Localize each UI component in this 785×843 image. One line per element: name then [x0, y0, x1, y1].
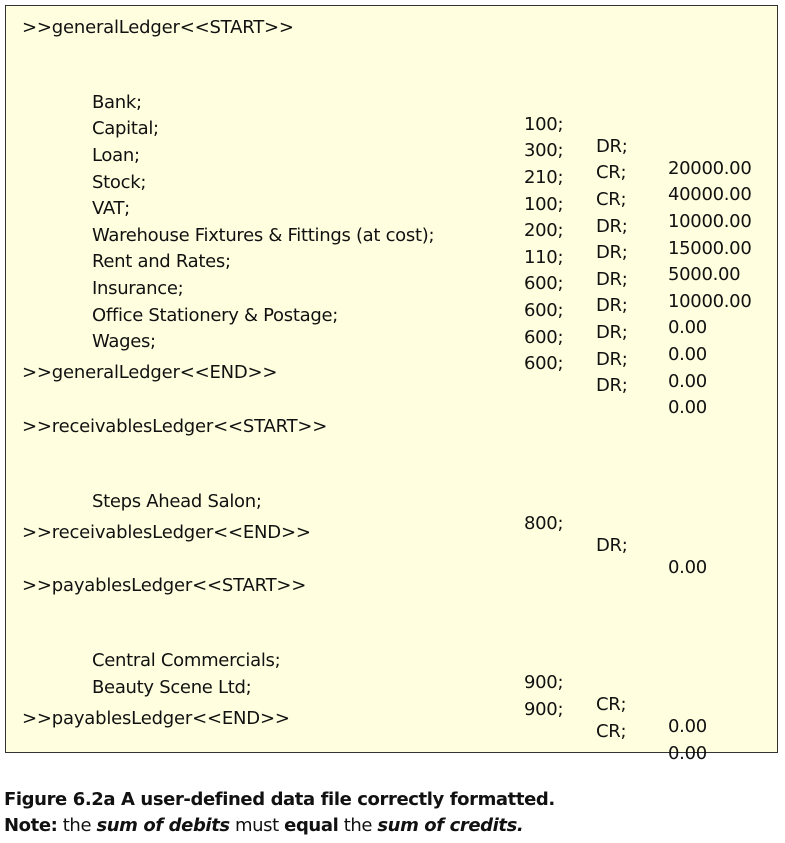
- entry-amount: 0.00: [668, 397, 707, 418]
- entry-code: 900;: [524, 699, 564, 720]
- entry-code: 600;: [524, 353, 564, 374]
- entry-code: 800;: [524, 513, 564, 534]
- entry-name: Rent and Rates;: [92, 251, 231, 272]
- entry-code: 210;: [524, 167, 564, 188]
- entry-amount: 10000.00: [668, 291, 752, 312]
- note-text: the: [57, 815, 97, 836]
- entry-side: DR;: [596, 295, 628, 316]
- entry-side: DR;: [596, 269, 628, 290]
- entry-name: Beauty Scene Ltd;: [92, 677, 252, 698]
- entry-name: Office Stationery & Postage;: [92, 305, 338, 326]
- entry-amount: 0.00: [668, 557, 707, 578]
- entry-amount: 0.00: [668, 317, 707, 338]
- note-sum-credits: sum of credits.: [377, 815, 524, 836]
- entry-side: CR;: [596, 721, 627, 742]
- note-sum-debits: sum of debits: [96, 815, 230, 836]
- entry-code: 200;: [524, 220, 564, 241]
- entry-side: DR;: [596, 375, 628, 396]
- entry-name: Loan;: [92, 145, 140, 166]
- entry-amount: 0.00: [668, 743, 707, 764]
- entry-side: CR;: [596, 189, 627, 210]
- note-text: must: [229, 815, 285, 836]
- entry-side: DR;: [596, 349, 628, 370]
- entry-code: 600;: [524, 273, 564, 294]
- entry-name: Wages;: [92, 331, 156, 352]
- entry-amount: 20000.00: [668, 158, 752, 179]
- entry-name: Stock;: [92, 172, 147, 193]
- entry-name: Central Commercials;: [92, 650, 281, 671]
- entry-name: Bank;: [92, 92, 142, 113]
- entry-side: DR;: [596, 242, 628, 263]
- entry-side: DR;: [596, 322, 628, 343]
- entry-code: 900;: [524, 672, 564, 693]
- entry-side: CR;: [596, 162, 627, 183]
- receivables-ledger-end-marker: >>receivablesLedger<<END>>: [22, 522, 311, 543]
- entry-code: 300;: [524, 140, 564, 161]
- entry-name: Insurance;: [92, 278, 184, 299]
- entry-amount: 5000.00: [668, 264, 741, 285]
- entry-name: VAT;: [92, 198, 130, 219]
- note-equal: equal: [284, 815, 339, 836]
- entry-name: Steps Ahead Salon;: [92, 491, 262, 512]
- note-label: Note:: [4, 815, 58, 836]
- receivables-ledger-start-marker: >>receivablesLedger<<START>>: [22, 416, 328, 437]
- entry-amount: 10000.00: [668, 211, 752, 232]
- entry-amount: 0.00: [668, 716, 707, 737]
- entry-amount: 15000.00: [668, 238, 752, 259]
- entry-code: 100;: [524, 194, 564, 215]
- data-file-box: [5, 5, 778, 764]
- note-text: the: [338, 815, 378, 836]
- payables-ledger-start-marker: >>payablesLedger<<START>>: [22, 575, 307, 596]
- entry-amount: 0.00: [668, 371, 707, 392]
- entry-amount: 40000.00: [668, 184, 752, 205]
- entry-code: 110;: [524, 247, 564, 268]
- entry-side: DR;: [596, 216, 628, 237]
- entry-code: 100;: [524, 114, 564, 135]
- entry-amount: 0.00: [668, 344, 707, 365]
- payables-ledger-end-marker: >>payablesLedger<<END>>: [22, 708, 290, 729]
- general-ledger-end-marker: >>generalLedger<<END>>: [22, 362, 278, 383]
- entry-code: 600;: [524, 327, 564, 348]
- entry-side: DR;: [596, 136, 628, 157]
- entry-side: DR;: [596, 535, 628, 556]
- entry-side: CR;: [596, 694, 627, 715]
- figure-caption: Figure 6.2a A user-defined data file correctly formatted.: [4, 789, 555, 810]
- entry-name: Warehouse Fixtures & Fittings (at cost);: [92, 225, 435, 246]
- figure-note: [4, 815, 523, 837]
- entry-code: 600;: [524, 300, 564, 321]
- entry-name: Capital;: [92, 118, 159, 139]
- general-ledger-start-marker: >>generalLedger<<START>>: [22, 17, 294, 38]
